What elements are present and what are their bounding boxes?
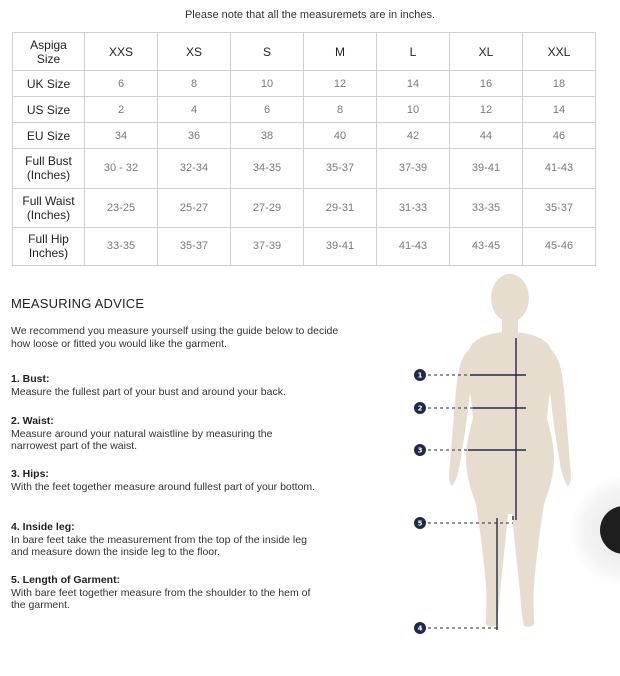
measurement-note: Please note that all the measuremets are in inches.	[184, 9, 436, 21]
svg-text:5: 5	[417, 519, 423, 528]
table-row	[13, 149, 596, 188]
advice-text: Measure around your natural waistline by measuring the narrowest part of the waist.	[11, 427, 273, 452]
table-header-row	[13, 33, 596, 71]
advice-text: In bare feet take the measurement from the top of the inside leg and measure down the inside leg to the floor.	[11, 533, 307, 558]
table-corner-label: Aspiga Size	[13, 33, 85, 71]
table-cell: 16	[450, 71, 523, 97]
row-label: UK Size	[13, 71, 85, 97]
body-measurement-figure	[400, 268, 600, 648]
table-cell: 35-37	[523, 188, 596, 227]
neck-shape	[502, 318, 518, 334]
table-cell: 41-43	[523, 149, 596, 188]
row-label: US Size	[13, 97, 85, 123]
size-header: M	[304, 33, 377, 71]
size-chart-table	[12, 32, 596, 266]
marker-hips	[414, 444, 426, 456]
measurement-markers	[414, 369, 426, 634]
table-cell: 35-37	[304, 149, 377, 188]
svg-text:4: 4	[417, 624, 423, 633]
size-header: S	[231, 33, 304, 71]
table-cell: 6	[85, 71, 158, 97]
torso-legs-shape	[466, 332, 554, 627]
table-cell: 33-35	[85, 227, 158, 265]
table-row	[13, 188, 596, 227]
table-cell: 35-37	[158, 227, 231, 265]
table-cell: 40	[304, 123, 377, 149]
table-cell: 33-35	[450, 188, 523, 227]
advice-text: With the feet together measure around fullest part of your bottom.	[11, 480, 316, 493]
advice-heading: 1. Bust:	[11, 373, 50, 385]
table-cell: 8	[304, 97, 377, 123]
size-header: XL	[450, 33, 523, 71]
table-cell: 12	[304, 71, 377, 97]
table-row	[13, 71, 596, 97]
advice-waist	[11, 415, 321, 453]
table-cell: 45-46	[523, 227, 596, 265]
advice-text: Measure the fullest part of your bust and around your back.	[11, 385, 286, 398]
advice-text: With bare feet together measure from the shoulder to the hem of the garment.	[11, 586, 311, 611]
table-cell: 34-35	[231, 149, 304, 188]
advice-heading: 2. Waist:	[11, 415, 54, 427]
measuring-advice-intro: We recommend you measure yourself using the guide below to decide how loose or fitted you would like the garment.	[11, 325, 339, 350]
advice-garment-length	[11, 574, 321, 612]
table-cell: 18	[523, 71, 596, 97]
table-cell: 8	[158, 71, 231, 97]
row-label: Full Waist (Inches)	[13, 188, 85, 227]
row-label: Full Hip Inches)	[13, 227, 85, 265]
table-cell: 27-29	[231, 188, 304, 227]
advice-bust	[11, 373, 321, 398]
marker-inside-leg	[414, 517, 426, 529]
table-row	[13, 227, 596, 265]
table-cell: 36	[158, 123, 231, 149]
table-cell: 2	[85, 97, 158, 123]
svg-text:3: 3	[417, 446, 423, 455]
table-cell: 14	[377, 71, 450, 97]
table-cell: 10	[377, 97, 450, 123]
table-cell: 14	[523, 97, 596, 123]
table-cell: 41-43	[377, 227, 450, 265]
measuring-advice-title: MEASURING ADVICE	[11, 296, 145, 311]
advice-heading: 5. Length of Garment:	[11, 574, 121, 586]
table-cell: 4	[158, 97, 231, 123]
marker-bust	[414, 369, 426, 381]
row-label: EU Size	[13, 123, 85, 149]
row-label: Full Bust (Inches)	[13, 149, 85, 188]
table-cell: 43-45	[450, 227, 523, 265]
svg-text:1: 1	[417, 371, 423, 380]
marker-garment-length	[414, 622, 426, 634]
table-cell: 30 - 32	[85, 149, 158, 188]
advice-heading: 3. Hips:	[11, 468, 49, 480]
table-cell: 29-31	[304, 188, 377, 227]
marker-waist	[414, 402, 426, 414]
table-cell: 34	[85, 123, 158, 149]
table-row	[13, 123, 596, 149]
size-header: XXL	[523, 33, 596, 71]
table-cell: 32-34	[158, 149, 231, 188]
table-cell: 6	[231, 97, 304, 123]
head-shape	[491, 274, 529, 322]
table-cell: 44	[450, 123, 523, 149]
size-header: XXS	[85, 33, 158, 71]
advice-heading: 4. Inside leg:	[11, 521, 75, 533]
table-cell: 39-41	[450, 149, 523, 188]
table-cell: 46	[523, 123, 596, 149]
advice-hips	[11, 468, 321, 493]
table-cell: 39-41	[304, 227, 377, 265]
size-header: L	[377, 33, 450, 71]
table-cell: 38	[231, 123, 304, 149]
size-header: XS	[158, 33, 231, 71]
table-cell: 23-25	[85, 188, 158, 227]
table-row	[13, 97, 596, 123]
table-cell: 12	[450, 97, 523, 123]
table-cell: 37-39	[231, 227, 304, 265]
table-cell: 37-39	[377, 149, 450, 188]
table-cell: 10	[231, 71, 304, 97]
table-cell: 42	[377, 123, 450, 149]
svg-text:2: 2	[417, 404, 423, 413]
table-cell: 25-27	[158, 188, 231, 227]
advice-inside-leg	[11, 521, 321, 559]
table-cell: 31-33	[377, 188, 450, 227]
